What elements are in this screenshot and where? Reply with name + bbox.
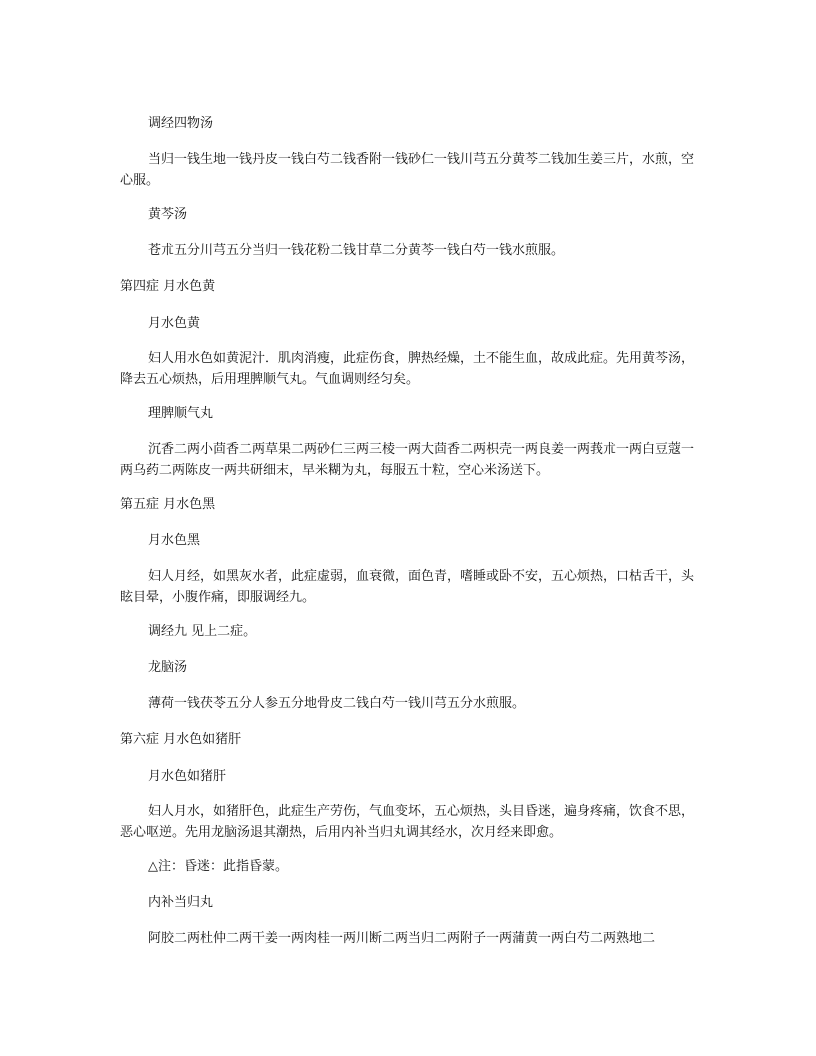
formula-ingredients: 沉香二两小茴香二两草果二两砂仁三两三棱一两大茴香二两枳壳一两良姜一两莪朮一两白豆蔻一两乌药二两陈皮一两共研细末，早米糊为丸，每服五十粒，空心米汤送下。 <box>120 442 695 478</box>
symptom-description: 妇人月经，如黑灰水者，此症虚弱，血衰微，面色青，嗜睡或卧不安，五心烦热，口枯舌干，头眩目晕，小腹作痛，即服调经九。 <box>120 569 695 605</box>
formula-title: 内补当归丸 <box>148 895 214 910</box>
section-heading: 第六症 月水色如猪肝 <box>120 732 242 747</box>
annotation-note: △注：昏迷：此指昏蒙。 <box>148 859 288 874</box>
section-heading: 第四症 月水色黄 <box>120 279 216 294</box>
symptom-description: 妇人用水色如黄泥汁．肌肉消瘦，此症伤食，脾热经燥，土不能生血，故成此症。先用黄芩汤，降去五心烦热，后用理脾顺气丸。气血调则经匀矣。 <box>120 351 695 387</box>
formula-ingredients: 苍朮五分川芎五分当归一钱花粉二钱甘草二分黄芩一钱白芍一钱水煎服。 <box>148 243 565 258</box>
formula-title: 黄芩汤 <box>148 207 188 222</box>
symptom-title: 月水色如猪肝 <box>148 769 227 784</box>
formula-title: 龙脑汤 <box>148 660 188 675</box>
section-heading: 第五症 月水色黑 <box>120 497 216 512</box>
symptom-description: 妇人月水，如猪肝色，此症生产劳伤，气血变坏，五心烦热，头目昏迷，遍身疼痛，饮食不思，恶心呕逆。先用龙脑汤退其潮热，后用内补当归丸调其经水，次月经来即愈。 <box>120 804 695 840</box>
formula-ingredients: 当归一钱生地一钱丹皮一钱白芍二钱香附一钱砂仁一钱川芎五分黄芩二钱加生姜三片，水煎，空心服。 <box>120 152 695 188</box>
formula-title: 调经四物汤 <box>148 116 214 131</box>
formula-reference: 调经九 见上二症。 <box>148 624 257 639</box>
formula-ingredients: 阿胶二两杜仲二两干姜一两肉桂一两川断二两当归二两附子一两蒲黄一两白芍二两熟地二 <box>148 931 656 946</box>
symptom-title: 月水色黑 <box>148 533 201 548</box>
symptom-title: 月水色黄 <box>148 316 201 331</box>
formula-ingredients: 薄荷一钱茯苓五分人参五分地骨皮二钱白芍一钱川芎五分水煎服。 <box>148 696 526 711</box>
formula-title: 理脾顺气丸 <box>148 406 214 421</box>
